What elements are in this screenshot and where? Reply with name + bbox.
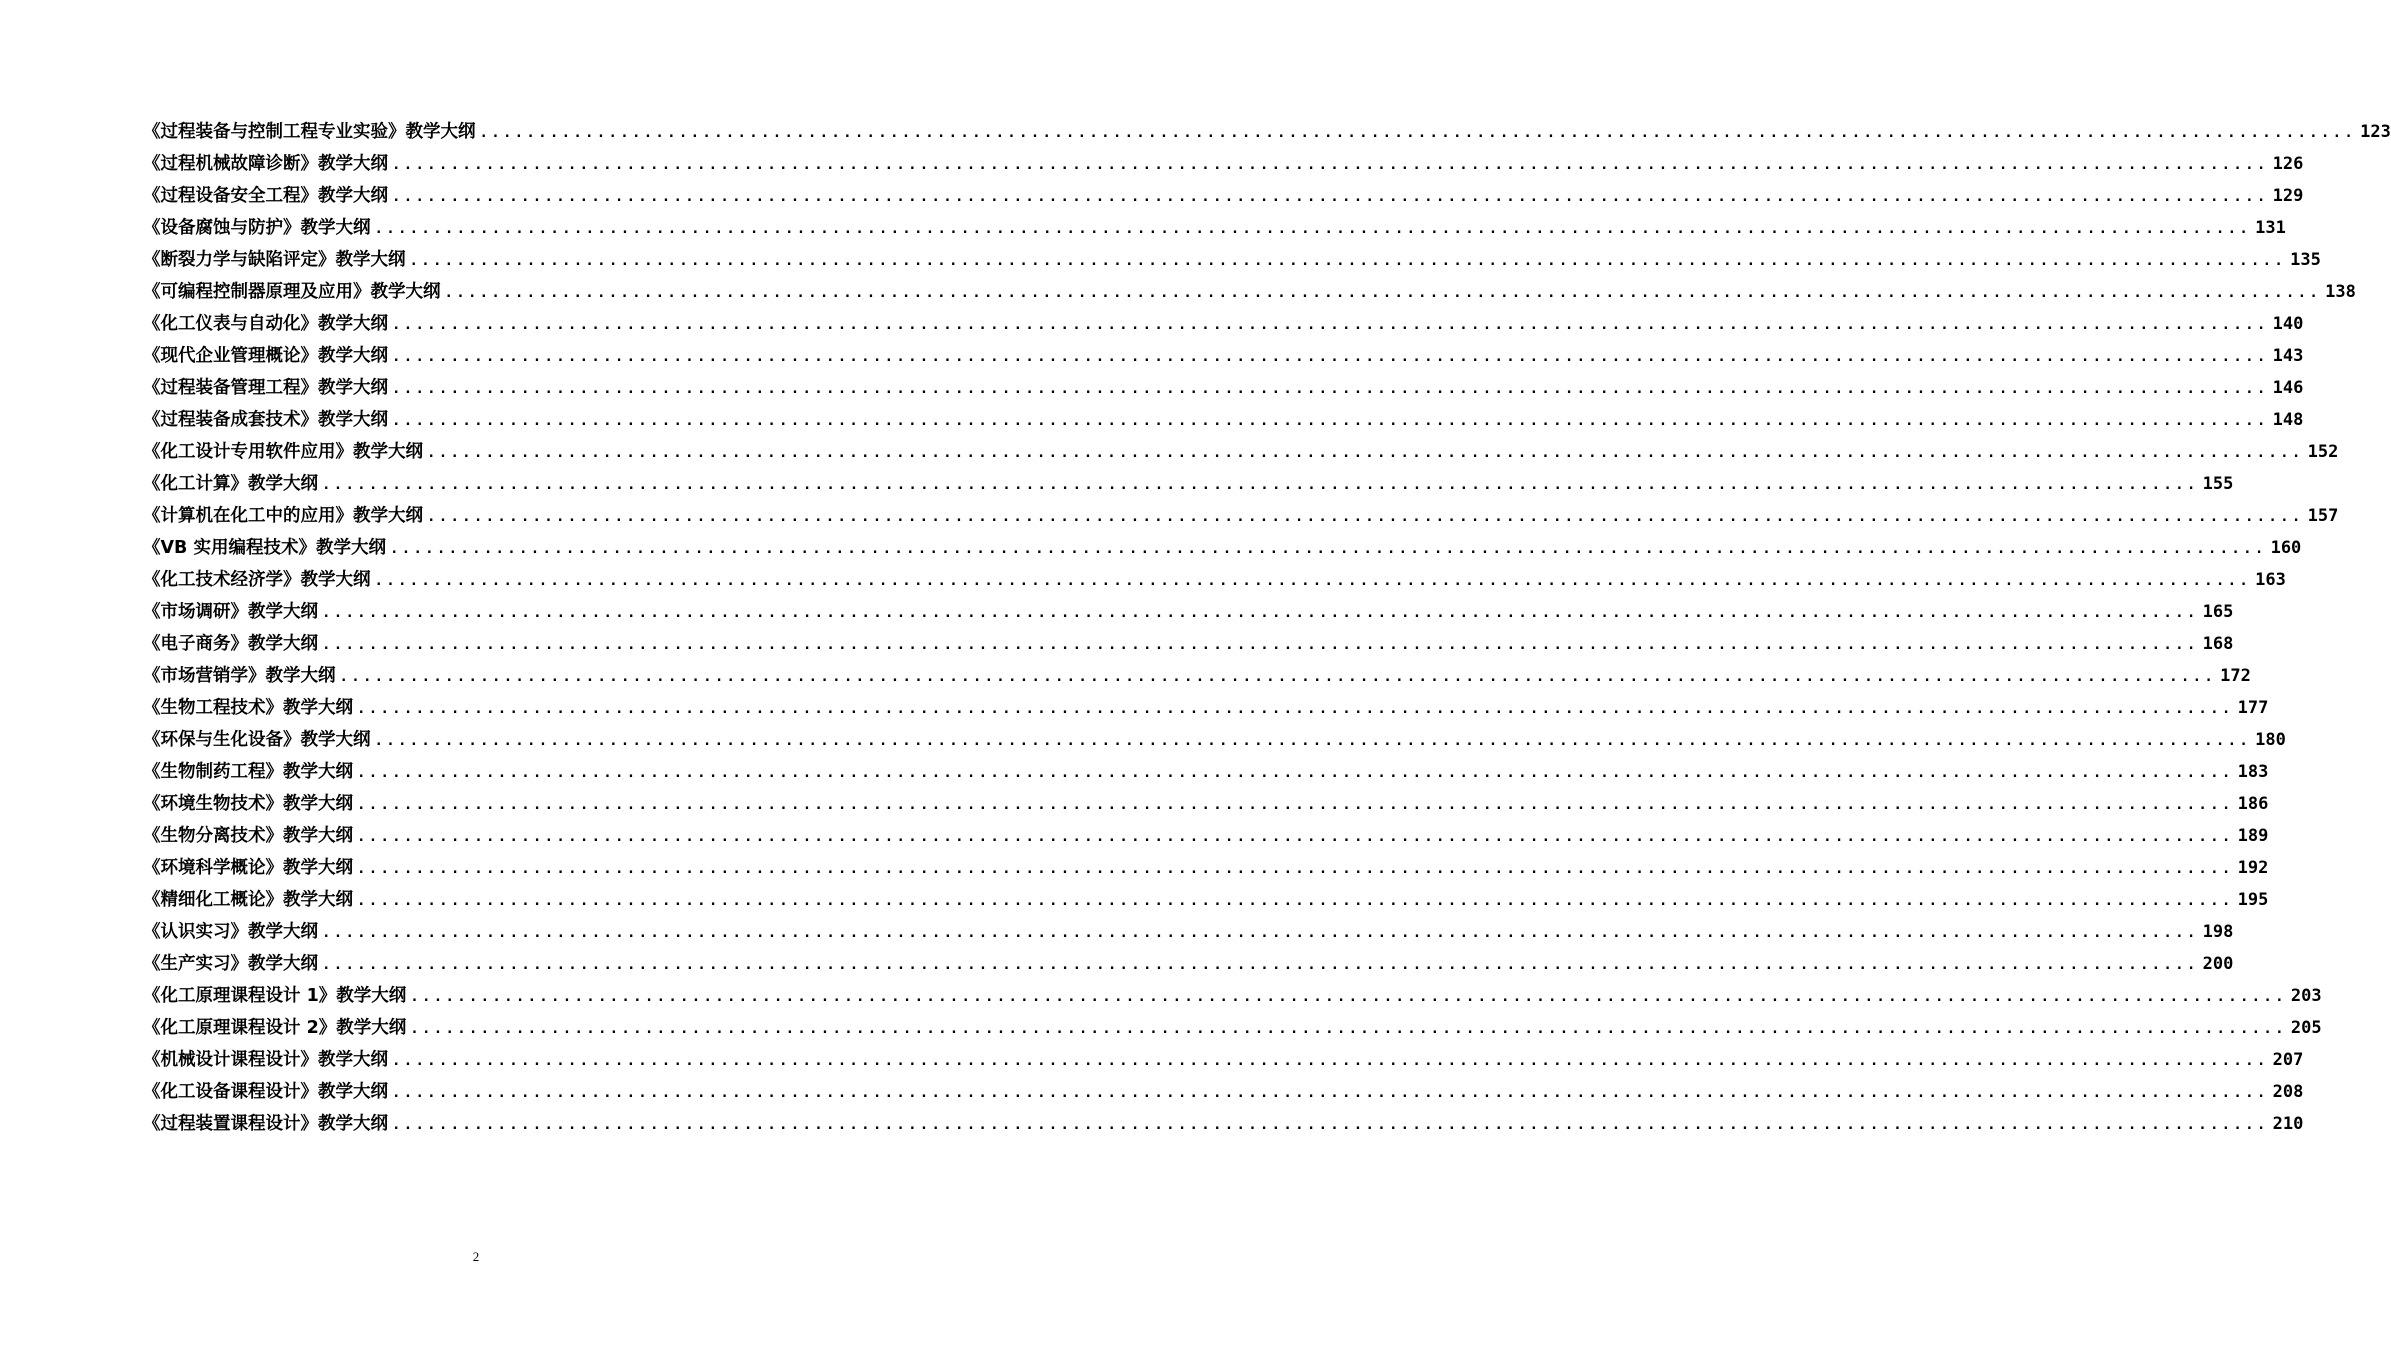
toc-entry[interactable] <box>143 1076 2304 1108</box>
toc-entry-page: 192 <box>2237 858 2269 878</box>
toc-entry-title: 《化工仪表与自动化》教学大纲 <box>143 314 388 334</box>
toc-entry-title: 《断裂力学与缺陷评定》教学大纲 <box>143 250 406 270</box>
toc-entry[interactable] <box>143 436 2339 468</box>
dot-leader: ................................................................................................................................................................ <box>357 893 2234 909</box>
page-number: 2 <box>472 1249 480 1264</box>
toc-entry-page: 207 <box>2272 1050 2304 1070</box>
toc-entry-page: 135 <box>2290 250 2321 270</box>
toc-entry-page: 157 <box>2307 506 2339 526</box>
dot-leader: ................................................................................................................................................................ <box>479 125 2357 141</box>
table-of-contents <box>143 116 2391 1140</box>
dot-leader: ................................................................................................................................................................ <box>392 157 2269 173</box>
dot-leader: ................................................................................................................................................................ <box>427 445 2304 461</box>
toc-entry[interactable] <box>143 532 2302 564</box>
toc-entry-page: 165 <box>2202 602 2234 622</box>
dot-leader: ................................................................................................................................................................ <box>322 957 2199 973</box>
dot-leader: ................................................................................................................................................................ <box>374 221 2252 237</box>
dot-leader: ................................................................................................................................................................ <box>374 733 2252 749</box>
toc-entry-page: 129 <box>2272 186 2304 206</box>
toc-entry[interactable] <box>143 180 2304 212</box>
dot-leader: ................................................................................................................................................................ <box>322 605 2199 621</box>
toc-entry[interactable] <box>143 500 2339 532</box>
dot-leader: ................................................................................................................................................................ <box>357 765 2234 781</box>
toc-entry[interactable] <box>143 340 2304 372</box>
toc-entry-page: 163 <box>2255 570 2286 590</box>
toc-entry[interactable] <box>143 308 2304 340</box>
toc-entry-page: 198 <box>2202 922 2234 942</box>
dot-leader: ................................................................................................................................................................ <box>410 1021 2287 1037</box>
toc-entry-page: 143 <box>2272 346 2304 366</box>
toc-entry-title: 《市场营销学》教学大纲 <box>143 666 336 686</box>
toc-entry-title: 《计算机在化工中的应用》教学大纲 <box>143 506 423 526</box>
toc-entry[interactable] <box>143 692 2269 724</box>
toc-entry[interactable] <box>143 852 2269 884</box>
toc-entry-page: 186 <box>2237 794 2269 814</box>
toc-entry-page: 195 <box>2237 890 2269 910</box>
toc-entry-page: 131 <box>2255 218 2286 238</box>
toc-entry-page: 146 <box>2272 378 2304 398</box>
toc-entry-title: 《生物工程技术》教学大纲 <box>143 698 353 718</box>
dot-leader: ................................................................................................................................................................ <box>392 189 2269 205</box>
dot-leader: ................................................................................................................................................................ <box>409 253 2287 269</box>
toc-entry[interactable] <box>143 244 2321 276</box>
toc-entry-title: 《精细化工概论》教学大纲 <box>143 890 353 910</box>
toc-entry-title: 《认识实习》教学大纲 <box>143 922 318 942</box>
dot-leader: ................................................................................................................................................................ <box>389 541 2267 557</box>
toc-entry-title: 《化工设备课程设计》教学大纲 <box>143 1082 388 1102</box>
toc-entry-title: 《生物制药工程》教学大纲 <box>143 762 353 782</box>
toc-entry[interactable] <box>143 1012 2322 1044</box>
toc-entry-title: 《过程装备管理工程》教学大纲 <box>143 378 388 398</box>
dot-leader: ................................................................................................................................................................ <box>374 573 2252 589</box>
toc-entry-page: 177 <box>2237 698 2269 718</box>
dot-leader: ................................................................................................................................................................ <box>392 1053 2269 1069</box>
toc-entry[interactable] <box>143 212 2286 244</box>
toc-entry-title: 《现代企业管理概论》教学大纲 <box>143 346 388 366</box>
toc-entry-title: 《过程装备与控制工程专业实验》教学大纲 <box>143 122 476 142</box>
toc-entry[interactable] <box>143 372 2304 404</box>
dot-leader: ................................................................................................................................................................ <box>392 413 2269 429</box>
toc-entry[interactable] <box>143 980 2322 1012</box>
dot-leader: ................................................................................................................................................................ <box>322 925 2199 941</box>
toc-entry-title: 《化工设计专用软件应用》教学大纲 <box>143 442 423 462</box>
toc-entry[interactable] <box>143 596 2234 628</box>
dot-leader: ................................................................................................................................................................ <box>357 829 2234 845</box>
toc-entry-title: 《化工原理课程设计 1》教学大纲 <box>143 986 407 1006</box>
toc-entry[interactable] <box>143 948 2234 980</box>
toc-entry-page: 210 <box>2272 1114 2304 1134</box>
toc-entry[interactable] <box>143 468 2234 500</box>
toc-entry-page: 172 <box>2220 666 2251 686</box>
toc-entry-title: 《环境生物技术》教学大纲 <box>143 794 353 814</box>
toc-entry[interactable] <box>143 884 2269 916</box>
dot-leader: ................................................................................................................................................................ <box>444 285 2322 301</box>
dot-leader: ................................................................................................................................................................ <box>339 669 2217 685</box>
dot-leader: ................................................................................................................................................................ <box>392 1085 2269 1101</box>
toc-entry-page: 123 <box>2360 122 2391 142</box>
toc-entry-title: 《过程装置课程设计》教学大纲 <box>143 1114 388 1134</box>
toc-entry-page: 155 <box>2202 474 2234 494</box>
toc-entry-page: 126 <box>2272 154 2304 174</box>
toc-entry-page: 189 <box>2237 826 2269 846</box>
toc-entry-title: 《过程装备成套技术》教学大纲 <box>143 410 388 430</box>
dot-leader: ................................................................................................................................................................ <box>322 477 2199 493</box>
toc-entry[interactable] <box>143 1108 2304 1140</box>
toc-entry[interactable] <box>143 148 2304 180</box>
dot-leader: ................................................................................................................................................................ <box>392 317 2269 333</box>
toc-entry-title: 《可编程控制器原理及应用》教学大纲 <box>143 282 441 302</box>
toc-entry-title: 《化工技术经济学》教学大纲 <box>143 570 371 590</box>
toc-entry-page: 168 <box>2202 634 2234 654</box>
dot-leader: ................................................................................................................................................................ <box>357 797 2234 813</box>
toc-entry-title: 《环保与生化设备》教学大纲 <box>143 730 371 750</box>
dot-leader: ................................................................................................................................................................ <box>392 349 2269 365</box>
toc-entry-page: 200 <box>2202 954 2234 974</box>
toc-entry[interactable] <box>143 788 2269 820</box>
toc-entry-title: 《生物分离技术》教学大纲 <box>143 826 353 846</box>
toc-entry[interactable] <box>143 756 2269 788</box>
toc-entry-title: 《化工原理课程设计 2》教学大纲 <box>143 1018 407 1038</box>
dot-leader: ................................................................................................................................................................ <box>357 701 2234 717</box>
toc-entry[interactable] <box>143 820 2269 852</box>
toc-entry[interactable] <box>143 1044 2304 1076</box>
toc-entry-title: 《机械设计课程设计》教学大纲 <box>143 1050 388 1070</box>
dot-leader: ................................................................................................................................................................ <box>427 509 2304 525</box>
toc-entry-title: 《市场调研》教学大纲 <box>143 602 318 622</box>
toc-entry-page: 152 <box>2307 442 2339 462</box>
toc-entry[interactable] <box>143 916 2234 948</box>
toc-entry-title: 《过程设备安全工程》教学大纲 <box>143 186 388 206</box>
toc-entry[interactable] <box>143 724 2286 756</box>
toc-entry-title: 《设备腐蚀与防护》教学大纲 <box>143 218 371 238</box>
toc-entry-title: 《VB 实用编程技术》教学大纲 <box>143 538 386 558</box>
toc-entry-page: 180 <box>2255 730 2286 750</box>
toc-entry-page: 148 <box>2272 410 2304 430</box>
toc-entry-page: 183 <box>2237 762 2269 782</box>
toc-entry-page: 205 <box>2290 1018 2322 1038</box>
dot-leader: ................................................................................................................................................................ <box>392 381 2269 397</box>
toc-entry[interactable] <box>143 404 2304 436</box>
toc-entry-page: 140 <box>2272 314 2304 334</box>
dot-leader: ................................................................................................................................................................ <box>322 637 2199 653</box>
dot-leader: ................................................................................................................................................................ <box>357 861 2234 877</box>
toc-entry-page: 138 <box>2325 282 2356 302</box>
toc-entry-page: 208 <box>2272 1082 2304 1102</box>
toc-entry[interactable] <box>143 660 2251 692</box>
dot-leader: ................................................................................................................................................................ <box>410 989 2287 1005</box>
toc-entry-title: 《化工计算》教学大纲 <box>143 474 318 494</box>
toc-entry-title: 《生产实习》教学大纲 <box>143 954 318 974</box>
toc-entry-title: 《电子商务》教学大纲 <box>143 634 318 654</box>
toc-entry[interactable] <box>143 116 2391 148</box>
toc-entry[interactable] <box>143 564 2286 596</box>
toc-entry-title: 《过程机械故障诊断》教学大纲 <box>143 154 388 174</box>
toc-entry-page: 160 <box>2270 538 2302 558</box>
toc-entry-title: 《环境科学概论》教学大纲 <box>143 858 353 878</box>
dot-leader: ................................................................................................................................................................ <box>392 1117 2269 1133</box>
toc-entry[interactable] <box>143 628 2234 660</box>
toc-entry-page: 203 <box>2290 986 2322 1006</box>
toc-entry[interactable] <box>143 276 2356 308</box>
